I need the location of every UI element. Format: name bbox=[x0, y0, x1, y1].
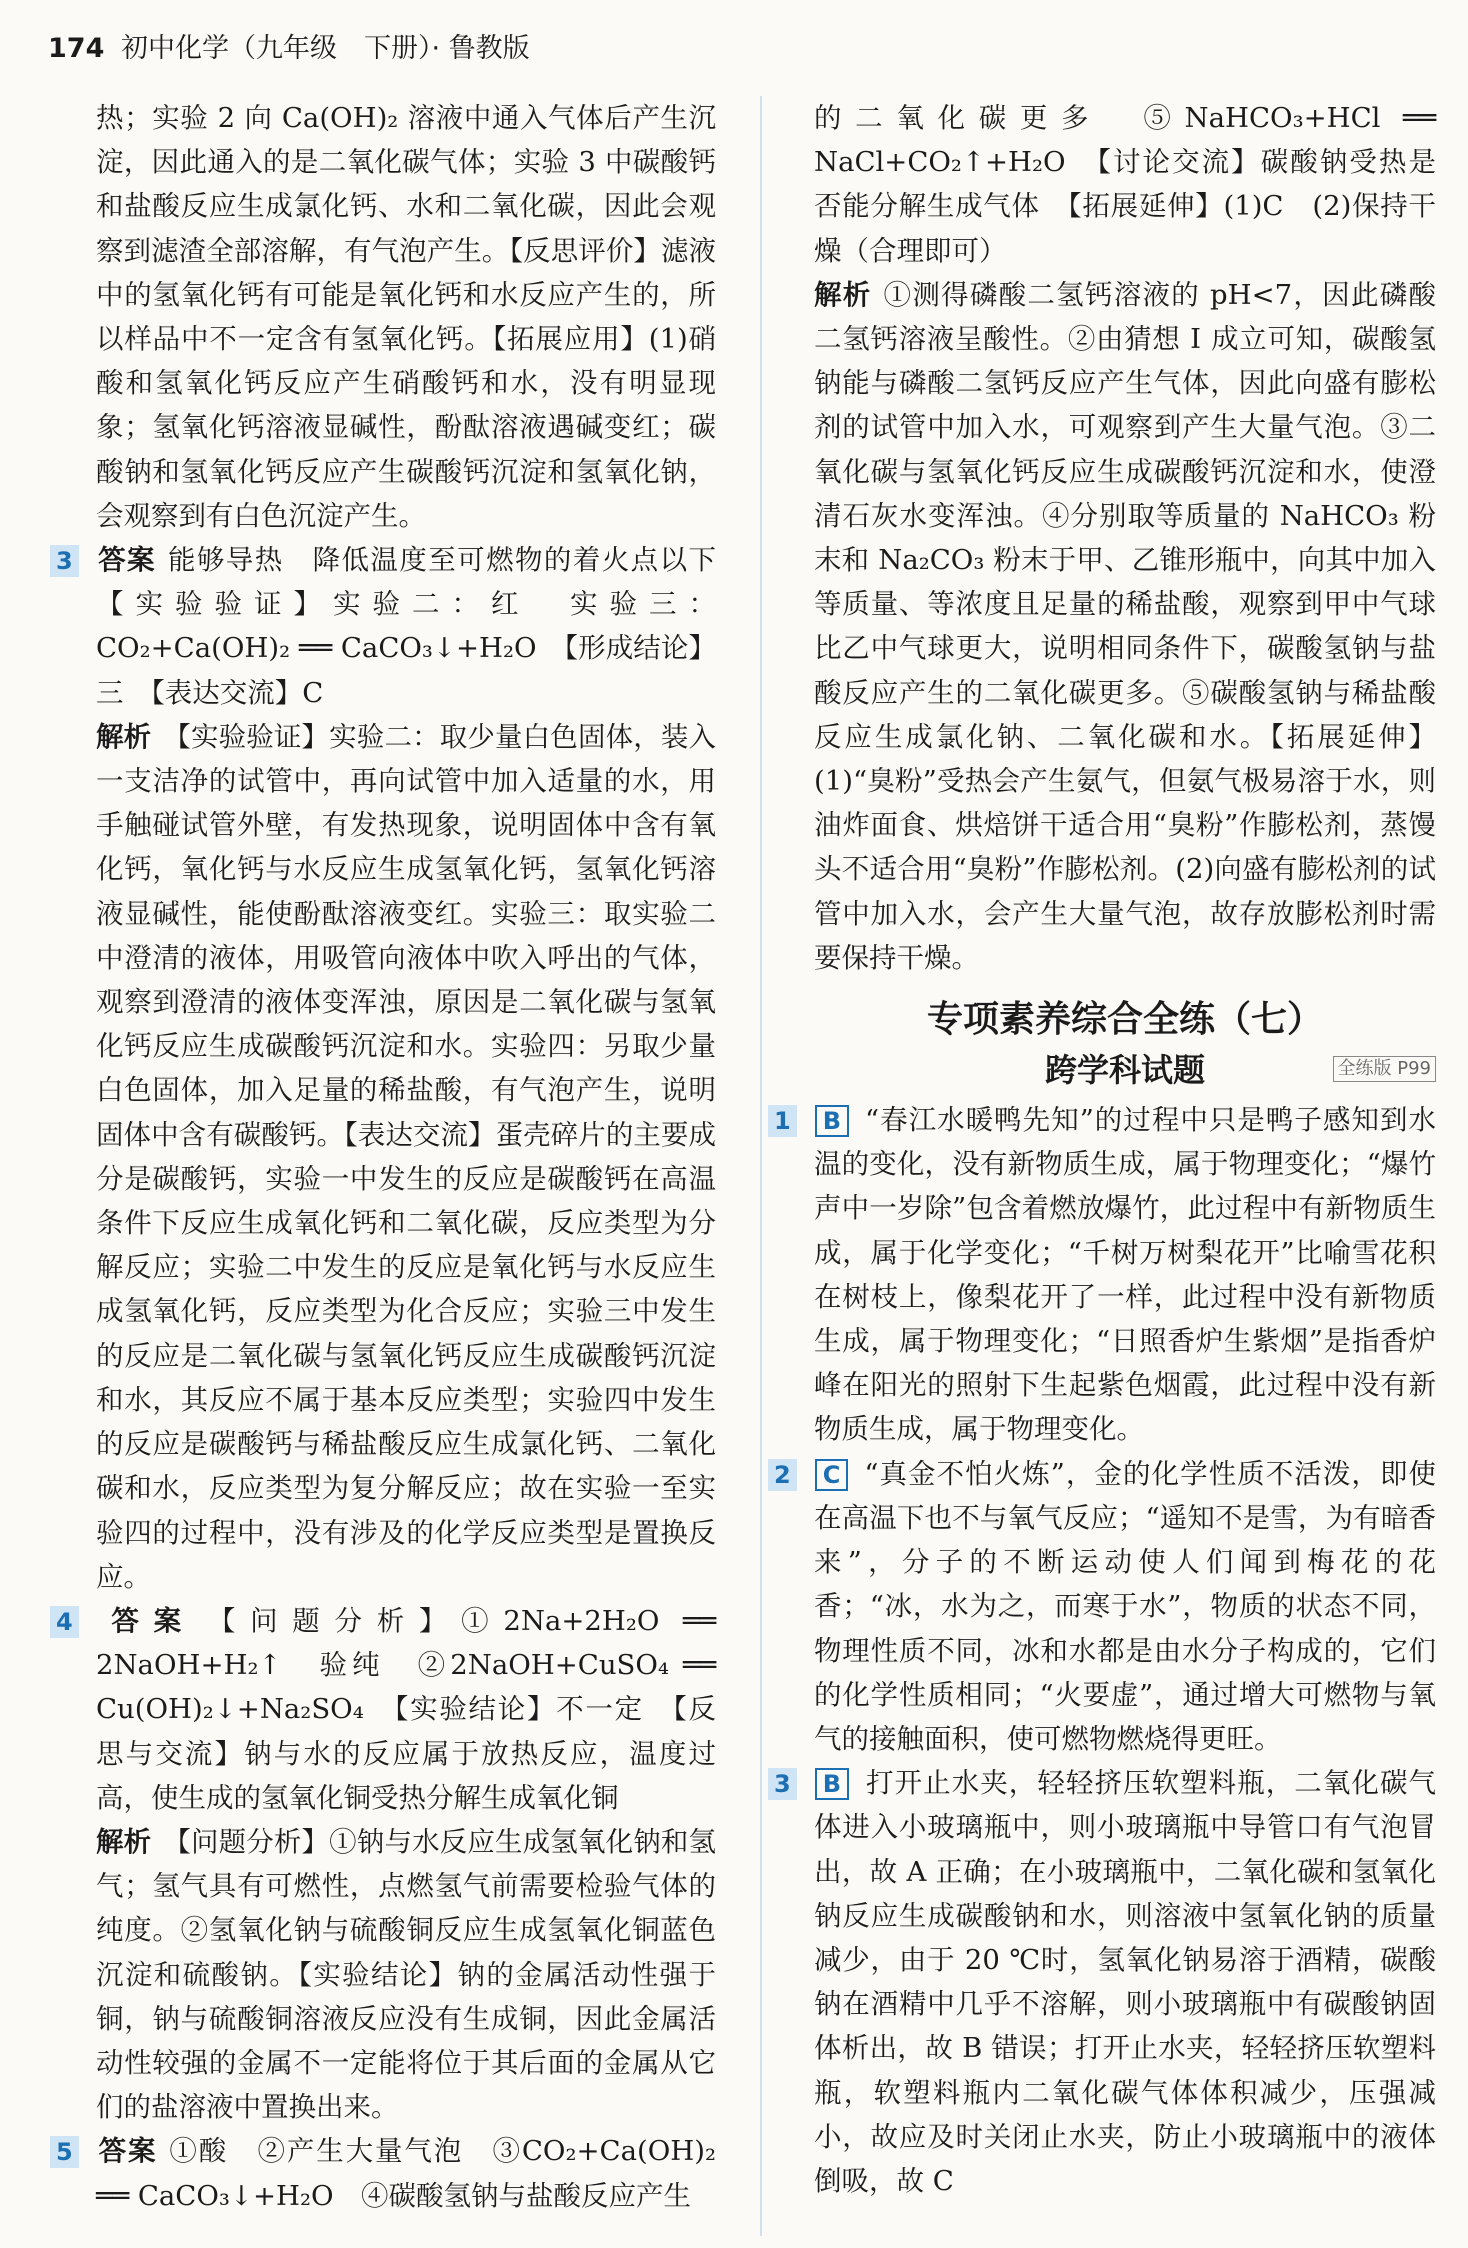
q5-analysis bbox=[814, 273, 1436, 980]
item-2 bbox=[774, 1452, 1436, 1761]
section-page-ref: 全练版 P99 bbox=[1333, 1056, 1436, 1082]
q4-answer-label: 答案 bbox=[96, 1604, 196, 1637]
column-divider bbox=[760, 96, 762, 2236]
section-title: 专项素养综合全练（七） bbox=[926, 999, 1323, 1041]
q3-answer bbox=[56, 538, 744, 715]
q3-answer-text: 能够导热 降低温度至可燃物的着火点以下 【实验验证】实验二：红 实验三：CO₂+Ca(OH)₂ ══ CaCO₃↓+H₂O 【形成结论】三 【表达交流】C bbox=[96, 544, 744, 709]
left-column bbox=[56, 96, 744, 2218]
item-1-answer-badge: B bbox=[815, 1105, 849, 1137]
q4-number: 4 bbox=[50, 1606, 79, 1638]
q5-answer-text: ①酸 ②产生大量气泡 ③CO₂+Ca(OH)₂ ══ CaCO₃↓+H₂O ④碳酸氢钠与盐酸反应产生 bbox=[96, 2135, 716, 2212]
item-3-number: 3 bbox=[768, 1768, 797, 1800]
q3-analysis bbox=[96, 715, 716, 1599]
q3-analysis-label: 解析 bbox=[96, 720, 152, 753]
item-2-number: 2 bbox=[768, 1459, 797, 1491]
book-title: 初中化学（九年级 下册）· 鲁教版 bbox=[120, 33, 530, 64]
page-header bbox=[48, 26, 530, 65]
q5-analysis-text: ①测得磷酸二氢钙溶液的 pH<7，因此磷酸二氢钙溶液呈酸性。②由猜想 Ⅰ 成立可知，碳酸氢钠能与磷酸二氢钙反应产生气体，因此向盛有膨松剂的试管中加入水，可观察到产生大量气泡。③二氧化碳与氢氧化钙反应生成碳酸钙沉淀和水，使澄清石灰水变浑浊。④分别取等质量的 NaHCO₃ 粉末和 Na₂CO₃ 粉末于甲、乙锥形瓶中，向其中加入等质量、等浓度且足量的稀盐酸，观察到甲中气球比乙中气球更大，说明相同条件下，碳酸氢钠与盐酸反应产生的二氧化碳更多。⑤碳酸氢钠与稀盐酸反应生成氯化钠、二氧化碳和水。【拓展延伸】(1)“臭粉”受热会产生氨气，但氨气极易溶于水，则油炸面食、烘焙饼干适合用“臭粉”作膨松剂，蒸馒头不适合用“臭粉”作膨松剂。(2)向盛有膨松剂的试管中加入水，会产生大量气泡，故存放膨松剂时需要保持干燥。 bbox=[814, 278, 1436, 974]
q3-analysis-text: 【实验验证】实验二：取少量白色固体，装入一支洁净的试管中，再向试管中加入适量的水，用手触碰试管外壁，有发热现象，说明固体中含有氧化钙，氧化钙与水反应生成氢氧化钙，氢氧化钙溶液显碱性，能使酚酞溶液变红。实验三：取实验二中澄清的液体，用吸管向液体中吹入呼出的气体，观察到澄清的液体变浑浊，原因是二氧化碳与氢氧化钙反应生成碳酸钙沉淀和水。实验四：另取少量白色固体，加入足量的稀盐酸，有气泡产生，说明固体中含有碳酸钙。【表达交流】蛋壳碎片的主要成分是碳酸钙，实验一中发生的反应是碳酸钙在高温条件下反应生成氧化钙和二氧化碳，反应类型为分解反应；实验二中发生的反应是氧化钙与水反应生成氢氧化钙，反应类型为化合反应；实验三中发生的反应是二氧化碳与氢氧化钙反应生成碳酸钙沉淀和水，其反应不属于基本反应类型；实验四中发生的反应是碳酸钙与稀盐酸反应生成氯化钙、二氧化碳和水，反应类型为复分解反应；故在实验一至实验四的过程中，没有涉及的化学反应类型是置换反应。 bbox=[96, 720, 717, 1593]
item-1-number: 1 bbox=[768, 1105, 797, 1137]
item-2-text: “真金不怕火炼”，金的化学性质不活泼，即使在高温下也不与氧气反应；“遥知不是雪，为有暗香来”，分子的不断运动使人们闻到梅花的花香；“冰，水为之，而寒于水”，物质的状态不同，物理性质不同，冰和水都是由水分子构成的，它们的化学性质相同；“火要虚”，通过增大可燃物与氧气的接触面积，使可燃物燃烧得更旺。 bbox=[814, 1457, 1436, 1755]
q4-analysis-label: 解析 bbox=[96, 1825, 152, 1858]
item-1 bbox=[774, 1098, 1436, 1452]
q5-answer-label: 答案 bbox=[96, 2135, 158, 2168]
page-number: 174 bbox=[48, 33, 105, 64]
right-column bbox=[774, 96, 1436, 2203]
q5-number: 5 bbox=[50, 2136, 79, 2168]
q4-analysis-text: 【问题分析】①钠与水反应生成氢氧化钠和氢气；氢气具有可燃性，点燃氢气前需要检验气体的纯度。②氢氧化钠与硫酸铜反应生成氢氧化铜蓝色沉淀和硫酸钠。【实验结论】钠的金属活动性强于铜，钠与硫酸铜溶液反应没有生成铜，因此金属活动性较强的金属不一定能将位于其后面的金属从它们的盐溶液中置换出来。 bbox=[96, 1825, 717, 2124]
item-1-text: “春江水暖鸭先知”的过程中只是鸭子感知到水温的变化，没有新物质生成，属于物理变化；“爆竹声中一岁除”包含着燃放爆竹，此过程中有新物质生成，属于化学变化；“千树万树梨花开”比喻雪花积在树枝上，像梨花开了一样，此过程中没有新物质生成，属于物理变化；“日照香炉生紫烟”是指香炉峰在阳光的照射下生起紫色烟霞，此过程中没有新物质生成，属于物理变化。 bbox=[814, 1104, 1436, 1446]
q4-answer bbox=[56, 1599, 716, 1820]
intro-paragraph: 热；实验 2 向 Ca(OH)₂ 溶液中通入气体后产生沉淀，因此通入的是二氧化碳气体；实验 3 中碳酸钙和盐酸反应生成氯化钙、水和二氧化碳，因此会观察到滤渣全部溶解，有气泡产生。【反思评价】滤液中的氢氧化钙有可能是氧化钙和水反应产生的，所以样品中不一定含有氢氧化钙。【拓展应用】(1)硝酸和氢氧化钙反应产生硝酸钙和水，没有明显现象；氢氧化钙溶液显碱性，酚酞溶液遇碱变红；碳酸钠和氢氧化钙反应产生碳酸钙沉淀和氢氧化钠，会观察到有白色沉淀产生。 bbox=[96, 102, 716, 532]
q5-answer-continued: 的二氧化碳更多 ⑤NaHCO₃+HCl ══ NaCl+CO₂↑+H₂O 【讨论交流】碳酸钠受热是否能分解生成气体 【拓展延伸】(1)C (2)保持干燥（合理即可） bbox=[814, 102, 1436, 267]
q4-analysis bbox=[96, 1820, 716, 2129]
q3-answer-label: 答案 bbox=[96, 544, 156, 577]
q3-number: 3 bbox=[50, 545, 79, 577]
item-3-answer-badge: B bbox=[815, 1768, 849, 1800]
item-2-answer-badge: C bbox=[815, 1459, 849, 1491]
q4-answer-text: 【问题分析】①2Na+2H₂O ══ 2NaOH+H₂↑ 验纯 ②2NaOH+CuSO₄ ══ Cu(OH)₂↓+Na₂SO₄ 【实验结论】不一定 【反思与交流】钠与水的反应属于放热反应，温度过高，使生成的氢氧化铜受热分解生成氧化铜 bbox=[96, 1604, 716, 1814]
item-3 bbox=[774, 1761, 1436, 2203]
q5-analysis-label: 解析 bbox=[814, 278, 872, 311]
section-subtitle bbox=[814, 1046, 1436, 1094]
section-subtitle-text: 跨学科试题 bbox=[1044, 1051, 1205, 1090]
q5-answer bbox=[56, 2129, 716, 2217]
item-3-text: 打开止水夹，轻轻挤压软塑料瓶，二氧化碳气体进入小玻璃瓶中，则小玻璃瓶中导管口有气泡冒出，故 A 正确；在小玻璃瓶中，二氧化碳和氢氧化钠反应生成碳酸钠和水，则溶液中氢氧化钠的质量减少，由于 20 ℃时，氢氧化钠易溶于酒精，碳酸钠在酒精中几乎不溶解，则小玻璃瓶中有碳酸钠固体析出，故 B 错误；打开止水夹，轻轻挤压软塑料瓶，软塑料瓶内二氧化碳气体体积减少，压强减小，故应及时关闭止水夹，防止小玻璃瓶中的液体倒吸，故 C bbox=[814, 1767, 1436, 2197]
